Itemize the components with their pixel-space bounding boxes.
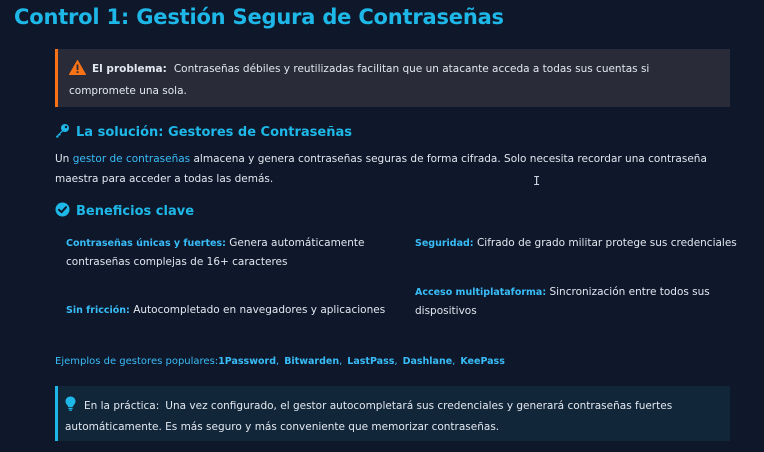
warning-triangle-icon: [69, 60, 86, 82]
problem-text: Contraseñas débiles y reutilizadas facilitan que un atacante acceda a todas sus cuentas si compromete una sola.: [69, 63, 650, 97]
password-manager-link[interactable]: gestor de contraseñas: [72, 153, 191, 165]
example-item: Bitwarden: [284, 356, 340, 367]
solution-paragraph: [55, 150, 725, 189]
tip-label: En la práctica:: [84, 400, 160, 412]
example-item: KeePass: [460, 356, 505, 367]
benefit-label: Contraseñas únicas y fuertes:: [66, 238, 226, 249]
lightbulb-icon: [65, 396, 76, 418]
benefit-label: Sin fricción:: [66, 305, 130, 316]
benefit-multiplatform: [415, 283, 735, 320]
examples-label: Ejemplos de gestores populares:: [55, 356, 219, 367]
page-title: Control 1: Gestión Segura de Contraseñas: [14, 5, 504, 29]
solution-text-start: Un: [55, 153, 73, 165]
tip-text: Una vez configurado, el gestor autocompletará sus credenciales y generará contraseñas fuertes automáticamente. Es más seguro y más conveniente que memorizar contraseñas.: [65, 400, 673, 433]
example-item: 1Password: [218, 356, 276, 367]
benefit-unique-strong: [66, 234, 386, 271]
text-cursor-icon: I: [533, 174, 541, 188]
problem-label: El problema:: [92, 63, 167, 75]
solution-text-end: almacena y genera contraseñas seguras de forma cifrada. Solo necesita recordar una contraseña maestra para acceder a todas las demás.: [55, 153, 707, 185]
example-item: LastPass: [347, 356, 395, 367]
example-item: Dashlane: [402, 356, 453, 367]
solution-heading: [55, 123, 352, 142]
benefits-heading-text: Beneficios clave: [76, 204, 195, 219]
benefit-frictionless: [66, 301, 396, 320]
tip-callout: [55, 386, 730, 441]
benefit-label: Acceso multiplataforma:: [415, 287, 547, 298]
benefit-security: [415, 234, 745, 253]
examples-line: Ejemplos de gestores populares:1Password, Bitwarden, LastPass, Dashlane, KeePass: [55, 356, 505, 367]
benefits-heading: [55, 202, 194, 221]
benefit-text: Autocompletado en navegadores y aplicaciones: [129, 304, 386, 316]
benefit-text: Sincronización entre todos sus dispositivos: [415, 286, 710, 317]
check-circle-icon: [55, 202, 70, 221]
problem-callout: [55, 49, 730, 107]
benefit-text: Genera automáticamente contraseñas complejas de 16+ caracteres: [66, 237, 365, 268]
key-icon: [55, 123, 70, 142]
solution-heading-text: La solución: Gestores de Contraseñas: [76, 125, 352, 140]
benefit-text: Cifrado de grado militar protege sus credenciales: [473, 237, 737, 249]
benefit-label: Seguridad:: [415, 238, 474, 249]
